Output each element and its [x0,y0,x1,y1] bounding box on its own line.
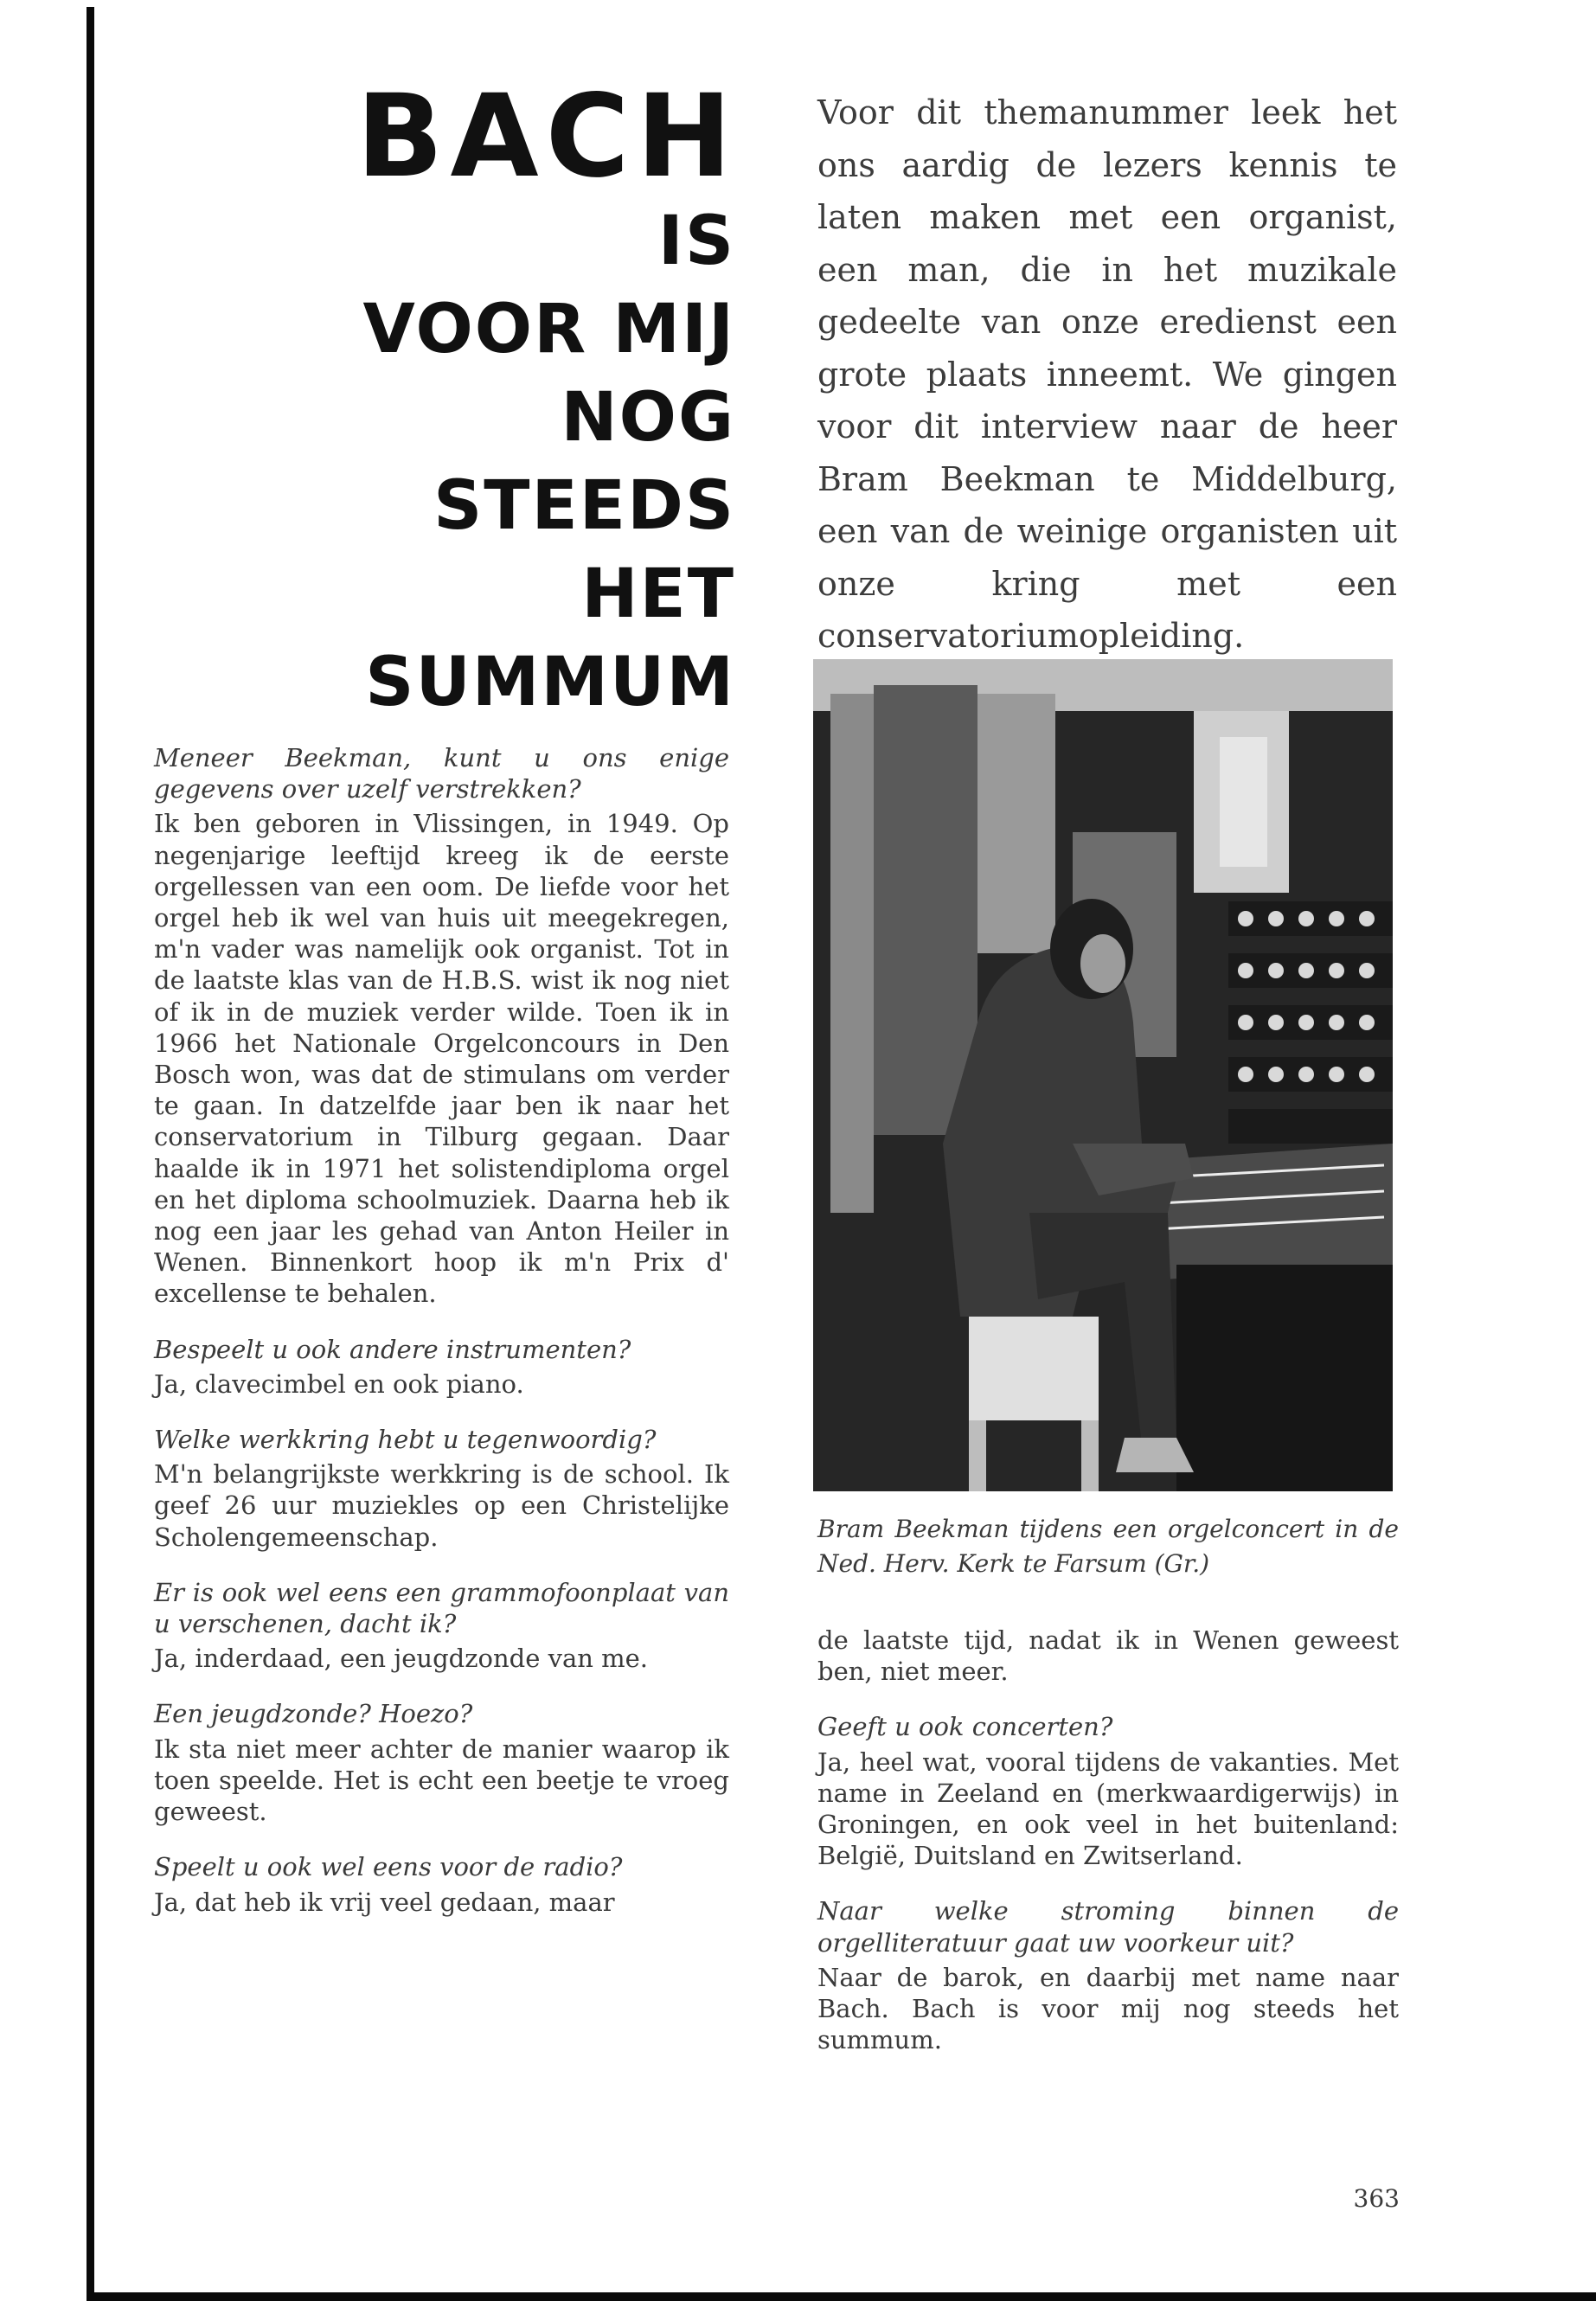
answer-continuation: de laatste tijd, nadat ik in Wenen geweest ben, niet meer. [817,1625,1399,1687]
qa-item [154,742,729,1310]
scan-edge-bottom [87,2292,1596,2301]
organist-photo [813,659,1393,1491]
answer-continuation-block [817,1625,1399,1687]
qa-item [154,1698,729,1827]
interview-answer: M'n belangrijkste werkkring is de school. Ik geef 26 uur muziekles op een Christelijke Scholengemeenschap. [154,1459,729,1552]
page-number: 363 [1353,2184,1400,2213]
interview-answer: Ik sta niet meer achter de manier waarop ik toen speelde. Het is echt een beetje te vroeg geweest. [154,1734,729,1827]
interview-question: Meneer Beekman, kunt u ons enige gegevens over uzelf verstrekken? [154,743,729,804]
interview-answer: Naar de barok, en daarbij met name naar Bach. Bach is voor mij nog steeds het summum. [817,1962,1399,2055]
interview-question: Bespeelt u ook andere instrumenten? [154,1334,631,1364]
interview-answer: Ja, clavecimbel en ook piano. [154,1368,524,1399]
scan-edge-left [87,7,94,2301]
interview-question: Geeft u ook concerten? [817,1712,1113,1742]
interview-question: Naar welke stroming binnen de orgelliteratuur gaat uw voorkeur uit? [817,1896,1399,1958]
qa-item [817,1711,1399,1871]
right-column [817,1625,1399,2080]
interview-question: Er is ook wel eens een grammofoonplaat van u verschenen, dacht ik? [154,1577,729,1639]
interview-answer: Ja, heel wat, vooral tijdens de vakanties. Met name in Zeeland en (merkwaardigerwijs) in Groningen, en ook veel in het buitenland: België, Duitsland en Zwitserland. [817,1747,1399,1871]
headline-line-summum: SUMMUM [365,644,735,721]
qa-item [154,1334,729,1400]
qa-item [154,1577,729,1675]
qa-item [817,1895,1399,2055]
interview-answer: Ja, inderdaad, een jeugdzonde van me. [154,1644,649,1674]
headline [260,70,739,727]
left-column [154,742,729,1942]
headline-line-het: HET [581,555,735,633]
headline-word-bach: BACH [356,70,739,203]
interview-answer: Ja, dat heb ik vrij veel gedaan, maar [154,1887,615,1917]
interview-question: Speelt u ook wel eens voor de radio? [154,1852,623,1882]
interview-answer: Ik ben geboren in Vlissingen, in 1949. Op negenjarige leeftijd kreeg ik de eerste orgellessen van een oom. De liefde voor het orgel heb ik wel van huis uit meegekregen, m'n vader was namelijk ook organist. Tot in de laatste klas van de H.B.S. wist ik nog niet of ik in de muziek verder wilde. Toen ik in 1966 het Nationale Orgelconcours in Den Bosch won, was dat de stimulans om verder te gaan. In datzelfde jaar ben ik naar het conservatorium in Tilburg gegaan. Daar haalde ik in 1971 het solistendiploma orgel en het diploma schoolmuziek. Daarna heb ik nog een jaar les gehad van Anton Heiler in Wenen. Binnenkort hoop ik m'n Prix d' excellense te behalen. [154,809,729,1309]
qa-item [154,1851,729,1917]
interview-question: Een jeugdzonde? Hoezo? [154,1699,473,1729]
photo-caption: Bram Beekman tijdens een orgelconcert in de Ned. Herv. Kerk te Farsum (Gr.) [817,1515,1399,1578]
headline-line-is: IS [657,202,735,280]
headline-line-nog-steeds: NOG STEEDS [433,379,735,545]
headline-line-voor-mij: VOOR MIJ [362,291,735,369]
interview-question: Welke werkkring hebt u tegenwoordig? [154,1425,657,1455]
intro-paragraph: Voor dit themanummer leek het ons aardig de lezers kennis te laten maken met een organist, een man, die in het muzikale gedeelte van onze eredienst een grote plaats inneemt. We gingen voor dit interview naar de heer Bram Beekman te Middelburg, een van de weinige organisten uit onze kring met een conservatoriumopleiding. [817,93,1397,655]
qa-item [154,1424,729,1553]
